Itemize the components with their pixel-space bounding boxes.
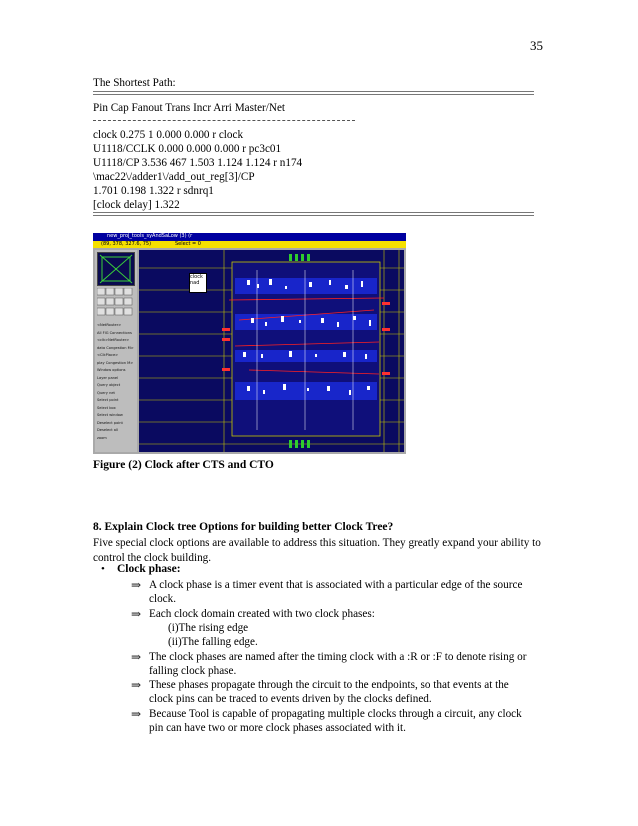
side-menu-item[interactable]: Query net	[97, 390, 115, 395]
arrow-icon: ⇒	[131, 650, 142, 664]
side-menu-item[interactable]: data Congestion M>	[97, 345, 134, 350]
side-menu-item[interactable]: <ClkPlace>	[97, 353, 119, 357]
bullet-title: Clock phase:	[117, 563, 181, 575]
tooltip-line: nad	[190, 280, 200, 286]
clock-net-tooltip	[189, 273, 207, 293]
side-menu-item[interactable]: Select window	[97, 413, 123, 417]
overview-map	[97, 252, 135, 286]
layout-canvas[interactable]	[139, 250, 404, 452]
page-number: 35	[530, 38, 543, 53]
clock-tree-layout	[139, 250, 404, 452]
list-item: These phases propagate through the circuit to the endpoints, so that events at the clock pins can be traced to events driven by the clocks defined.	[149, 679, 509, 705]
list-item: The clock phases are named after the timing clock with a :R or :F to denote rising or falling clock phase.	[149, 651, 527, 677]
arrow-icon: ⇒	[131, 578, 142, 592]
intro-paragraph: Five special clock options are available to address this situation. They greatly expand your ability to control the clock building.	[93, 537, 541, 564]
side-menu-item[interactable]: Window options	[97, 368, 126, 372]
coordinate-readout: (89, 378, 327.6, 75)	[101, 241, 152, 247]
side-menu-item[interactable]: Deselect all	[97, 428, 118, 432]
side-menu	[97, 322, 135, 442]
arrow-icon: ⇒	[131, 678, 142, 692]
path-row: [clock delay] 1.322	[93, 199, 180, 211]
figure-caption: Figure (2) Clock after CTS and CTO	[93, 459, 274, 471]
path-row: \mac22\/adder1\/add_out_reg[3]/CP	[93, 171, 255, 183]
section-title-shortest-path: The Shortest Path:	[93, 77, 176, 89]
path-row: U1118/CP 3.536 467 1.503 1.124 1.124 r n174	[93, 157, 303, 169]
arrow-icon: ⇒	[131, 607, 142, 621]
list-item: Because Tool is capable of propagating multiple clocks through a circuit, any clock pin can have two or more clock phases associated with it.	[149, 708, 522, 734]
list-item: A clock phase is a timer event that is associated with a particular edge of the source clock.	[149, 579, 523, 605]
side-menu-item[interactable]: All FIG Connections	[97, 330, 132, 335]
side-menu-item[interactable]: <clk>NetRouter>	[97, 338, 130, 342]
dash-separator	[93, 120, 355, 121]
side-menu-item[interactable]: Select box	[97, 405, 116, 410]
side-menu-item[interactable]: zoom	[97, 435, 107, 440]
cts-layout-screenshot	[93, 233, 406, 454]
side-menu-item[interactable]: Deselect point	[97, 420, 123, 425]
tool-button-grid[interactable]	[97, 288, 135, 318]
sub-list-item: (i)The rising edge	[168, 622, 249, 634]
path-row: clock 0.275 1 0.000 0.000 r clock	[93, 129, 244, 141]
double-separator	[93, 91, 534, 95]
status-toolbar	[93, 241, 406, 248]
side-menu-item[interactable]: Layer panel	[97, 375, 119, 380]
select-count: Select = 0	[175, 241, 201, 247]
tooltip-line: clock	[190, 274, 203, 280]
side-menu-item[interactable]: Query object	[97, 383, 121, 387]
bullet-icon: •	[101, 563, 105, 575]
window-title: new_proj_tools_syAndSaLow (3) (r	[107, 233, 193, 239]
side-menu-item[interactable]: <NetRouter>	[97, 323, 122, 327]
table-header: Pin Cap Fanout Trans Incr Arri Master/Net	[93, 102, 286, 114]
path-row: U1118/CCLK 0.000 0.000 0.000 r pc3c01	[93, 143, 282, 155]
sub-list-item: (ii)The falling edge.	[168, 636, 258, 648]
section-heading: 8. Explain Clock tree Options for building better Clock Tree?	[93, 521, 394, 533]
window-title-bar	[93, 233, 406, 241]
list-item: Each clock domain created with two clock phases:	[149, 608, 375, 620]
side-menu-item[interactable]: Select point	[97, 398, 119, 402]
path-row: 1.701 0.198 1.322 r sdnrq1	[93, 185, 214, 197]
arrow-icon: ⇒	[131, 707, 142, 721]
side-menu-item[interactable]: play Congestion M>	[97, 360, 134, 365]
double-separator	[93, 212, 534, 216]
tool-side-panel	[95, 250, 137, 452]
